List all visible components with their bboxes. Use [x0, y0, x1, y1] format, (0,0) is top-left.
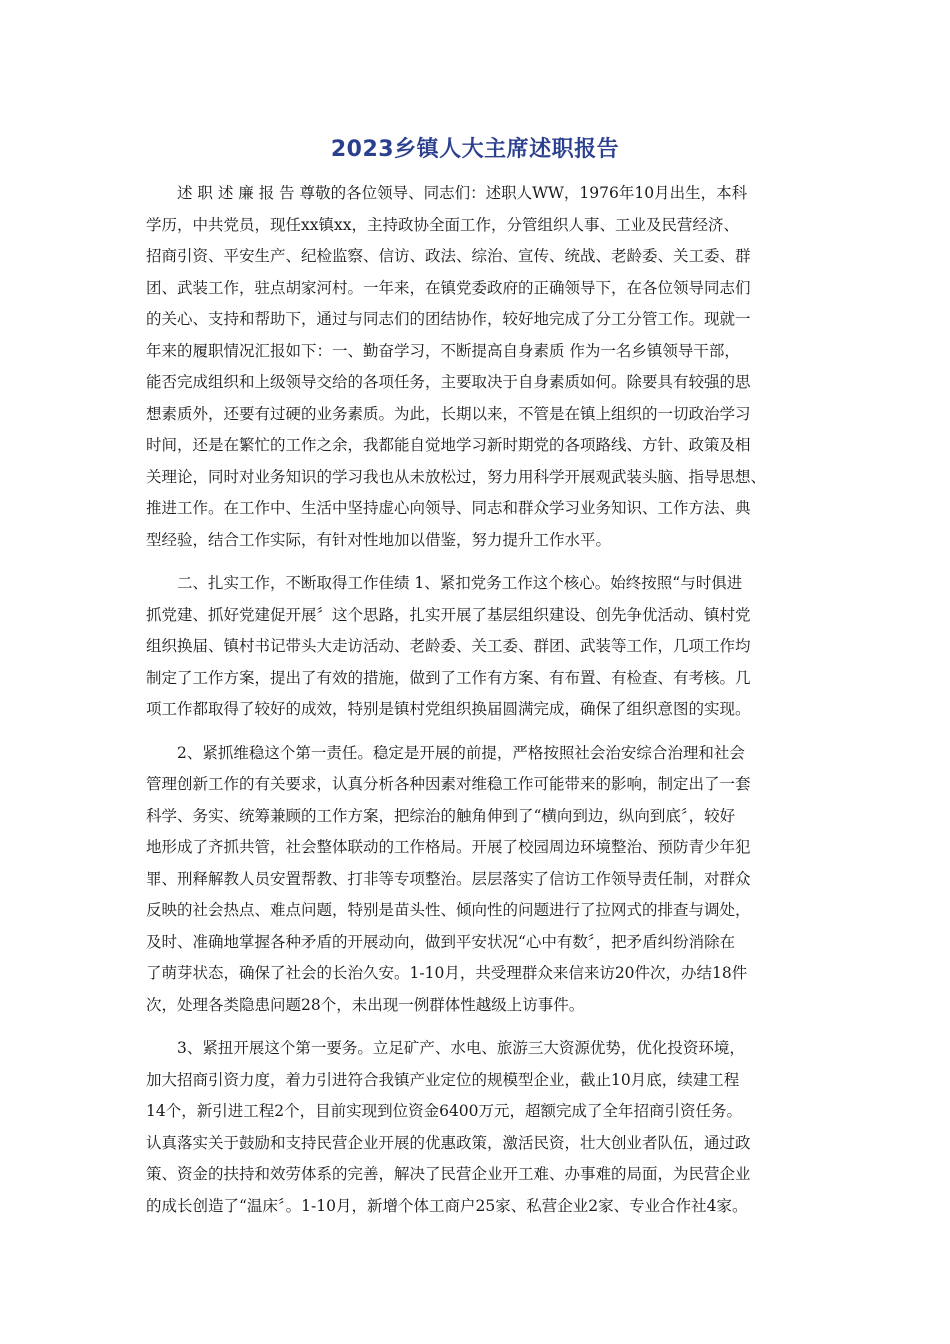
text-line: 反映的社会热点、难点问题，特别是苗头性、倾向性的问题进行了拉网式的排查与调处， — [146, 901, 751, 919]
paragraph-1 — [146, 178, 826, 556]
text-line: 制定了工作方案，提出了有效的措施，做到了工作有方案、有布置、有检查、有考核。几 — [146, 668, 751, 687]
text-line: 加大招商引资力度，着力引进符合我镇产业定位的规模型企业，截止10月底，续建工程 — [146, 1070, 740, 1089]
text-line: 项工作都取得了较好的成效，特别是镇村党组织换届圆满完成，确保了组织意图的实现。 — [146, 700, 751, 718]
document-title: 2023乡镇人大主席述职报告 — [330, 137, 620, 162]
text-line: 关理论，同时对业务知识的学习我也从未放松过，努力用科学开展观武装头脑、指导思想、 — [146, 467, 767, 486]
text-line: 管理创新工作的有关要求，认真分析各种因素对维稳工作可能带来的影响，制定出了一套 — [146, 775, 751, 793]
text-line: 了萌芽状态，确保了社会的长治久安。1-10月，共受理群众来信来访20件次，办结18件 — [146, 964, 748, 982]
text-line: 3、紧扭开展这个第一要务。立足矿产、水电、旅游三大资源优势，优化投资环境， — [177, 1039, 745, 1057]
text-line: 策、资金的扶持和效劳体系的完善，解决了民营企业开工难、办事难的局面，为民营企业 — [146, 1165, 751, 1183]
text-line: 团、武装工作，驻点胡家河村。一年来，在镇党委政府的正确领导下，在各位领导同志们 — [146, 278, 751, 297]
text-line: 年来的履职情况汇报如下：一、勤奋学习，不断提高自身素质 作为一名乡镇领导干部， — [146, 341, 740, 360]
text-line: 及时、准确地掌握各种矛盾的开展动向，做到平安状况“心中有数〞，把矛盾纠纷消除在 — [146, 932, 736, 951]
text-line: 地形成了齐抓共管，社会整体联动的工作格局。开展了校园周边环境整治、预防青少年犯 — [146, 838, 751, 856]
text-line: 罪、刑释解教人员安置帮教、打非等专项整治。层层落实了信访工作领导责任制，对群众 — [146, 869, 751, 888]
text-line: 认真落实关于鼓励和支持民营企业开展的优惠政策，激活民资，壮大创业者队伍，通过政 — [146, 1133, 751, 1152]
text-line: 科学、务实、统筹兼顾的工作方案，把综治的触角伸到了“横向到边，纵向到底〞，较好 — [146, 806, 736, 825]
text-line: 能否完成组织和上级领导交给的各项任务，主要取决于自身素质如何。除要具有较强的思 — [146, 373, 751, 391]
text-line: 学历，中共党员，现任xx镇xx，主持政协全面工作，分管组织人事、工业及民营经济、 — [146, 215, 739, 234]
text-line: 述 职 述 廉 报 告 尊敬的各位领导、同志们：述职人WW，1976年10月出生，本科 — [177, 184, 748, 202]
text-line: 想素质外，还要有过硬的业务素质。为此，长期以来，不管是在镇上组织的一切政治学习 — [146, 404, 751, 423]
paragraph-3 — [146, 738, 826, 1022]
text-line: 抓党建、抓好党建促开展〞这个思路，扎实开展了基层组织建设、创先争优活动、镇村党 — [146, 605, 751, 624]
text-line: 的成长创造了“温床〞。1-10月，新增个体工商户25家、私营企业2家、专业合作社4家。 — [146, 1196, 748, 1215]
paragraph-2 — [146, 568, 826, 726]
text-line: 2、紧抓维稳这个第一责任。稳定是开展的前提，严格按照社会治安综合治理和社会 — [177, 743, 745, 762]
text-line: 14个，新引进工程2个，目前实现到位资金6400万元，超额完成了全年招商引资任务。 — [146, 1102, 743, 1120]
paragraph-4 — [146, 1033, 826, 1222]
text-line: 招商引资、平安生产、纪检监察、信访、政法、综治、宣传、统战、老龄委、关工委、群 — [146, 247, 751, 265]
text-line: 型经验，结合工作实际，有针对性地加以借鉴，努力提升工作水平。 — [146, 530, 612, 549]
text-line: 组织换届、镇村书记带头大走访活动、老龄委、关工委、群团、武装等工作，几项工作均 — [146, 637, 751, 655]
document-body — [146, 178, 826, 1234]
text-line: 的关心、支持和帮助下，通过与同志们的团结协作，较好地完成了分工分管工作。现就一 — [146, 310, 751, 328]
text-line: 时间，还是在繁忙的工作之余，我都能自觉地学习新时期党的各项路线、方针、政策及相 — [146, 436, 751, 454]
text-line: 二、扎实工作，不断取得工作佳绩 1、紧扣党务工作这个核心。始终按照“与时俱进 — [177, 574, 743, 592]
text-line: 推进工作。在工作中、生活中坚持虚心向领导、同志和群众学习业务知识、工作方法、典 — [146, 499, 751, 517]
text-line: 次，处理各类隐患问题28个，未出现一例群体性越级上访事件。 — [146, 995, 585, 1014]
